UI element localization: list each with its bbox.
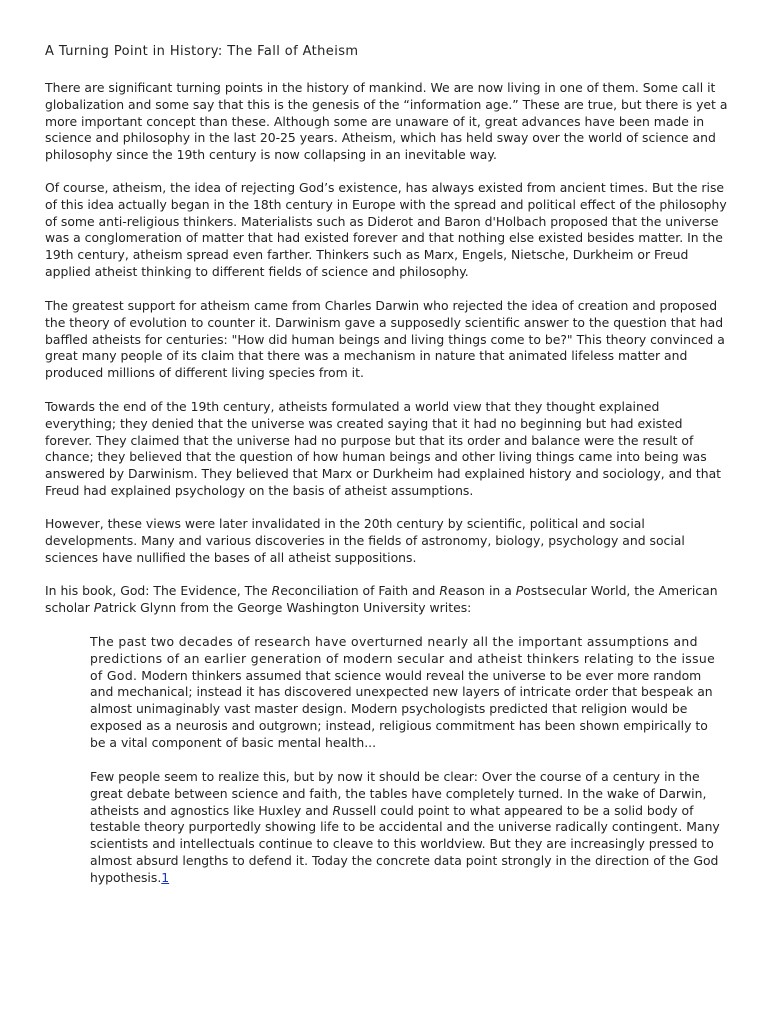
blockquote-2-text-2: ussell could point to what appeared to be a solid body of testable theory purportedly showing life to be accidental and the universe radically contingent. Many scientists and intellectuals continue to cleave to this worldview. But they are increasingly pressed to almost absurd lengths to defend it. Today the concrete data point strongly in the direction of the God hypothesis. <box>90 802 720 885</box>
paragraph-2: Of course, atheism, the idea of rejecting God’s existence, has always existed from ancient times. But the rise of this idea actually began in the 18th century in Europe with the spread and political effect of the philosophy of some anti-religious thinkers. Materialists such as Diderot and Baron d'Holbach proposed that the universe was a conglomeration of matter that had existed forever and that nothing else existed besides matter. In the 19th century, atheism spread even farther. Thinkers such as Marx, Engels, Nietsche, Durkheim or Freud applied atheist thinking to different fields of science and philosophy. <box>45 180 727 279</box>
blockquote-1 <box>90 634 722 752</box>
paragraph-5: However, these views were later invalidated in the 20th century by scientific, political and social developments. Many and various discoveries in the fields of astronomy, biology, psychology and social sciences have nullified the bases of all atheist suppositions. <box>45 516 685 565</box>
blockquote-2 <box>90 769 722 887</box>
intro-text-5: atrick Glynn from the George Washington University writes: <box>101 599 472 615</box>
paragraph-4: Towards the end of the 19th century, atheists formulated a world view that they thought explained everything; they denied that the universe was created saying that it had no beginning but had existed forever. They claimed that the universe had no purpose but that its order and balance were the result of chance; they believed that the question of how human beings and other living things came into being was answered by Darwinism. They believed that Marx or Durkheim had explained history and sociology, and that Freud had explained psychology on the basis of atheist assumptions. <box>45 399 722 498</box>
intro-text-1: In his book, God: The Evidence, The <box>45 583 272 598</box>
blockquote-2-italic: R <box>332 802 342 818</box>
intro-text-4: ostsecular World, the American scholar <box>45 583 718 615</box>
paragraph-1: There are significant turning points in the history of mankind. We are now living in one of them. Some call it globalization and some say that this is the genesis of the “information age.” These are true, but there is yet a more important concept than these. Although some are unaware of it, great advances have been made in science and philosophy in the last 20-25 years. Atheism, which has held sway over the world of science and philosophy since the 19th century is now collapsing in an inevitable way. <box>45 80 728 163</box>
intro-text-2: econciliation of Faith and <box>280 583 440 598</box>
blockquote-1-rest: Modern thinkers assumed that science would reveal the universe to be ever more random and mechanical; instead it has discovered unexpected new layers of intricate order that bespeak an almost unimaginably vast master design. Modern psychologists predicted that religion would be exposed as a neurosis and outgrown; instead, religious commitment has been shown empirically to be a vital component of basic mental health... <box>90 667 713 750</box>
document-title: A Turning Point in History: The Fall of Atheism <box>45 44 359 59</box>
footnote-link[interactable]: 1 <box>161 869 170 885</box>
intro-paragraph <box>45 583 728 617</box>
blockquote-2-text-1: Few people seem to realize this, but by now it should be clear: Over the course of a century in the great debate between science and faith, the tables have completely turned. In the wake of Darwin, atheists and agnostics like Huxley and <box>90 769 707 818</box>
intro-italic-2: R <box>439 583 448 598</box>
intro-italic-4: P <box>93 599 102 615</box>
intro-italic-1: R <box>271 583 281 598</box>
blockquote-1-lead: The past two decades of research have overturned nearly all the important assumptions and predictions of an earlier generation of modern secular and atheist thinkers relating to the issue of God. <box>90 634 716 683</box>
intro-italic-3: P <box>515 583 524 598</box>
intro-text-3: eason in a <box>447 583 516 598</box>
paragraph-3: The greatest support for atheism came from Charles Darwin who rejected the idea of creation and proposed the theory of evolution to counter it. Darwinism gave a supposedly scientific answer to the question that had baffled atheists for centuries: "How did human beings and living things come to be?" This theory convinced a great many people of its claim that there was a mechanism in nature that animated lifeless matter and produced millions of different living species from it. <box>45 298 725 381</box>
